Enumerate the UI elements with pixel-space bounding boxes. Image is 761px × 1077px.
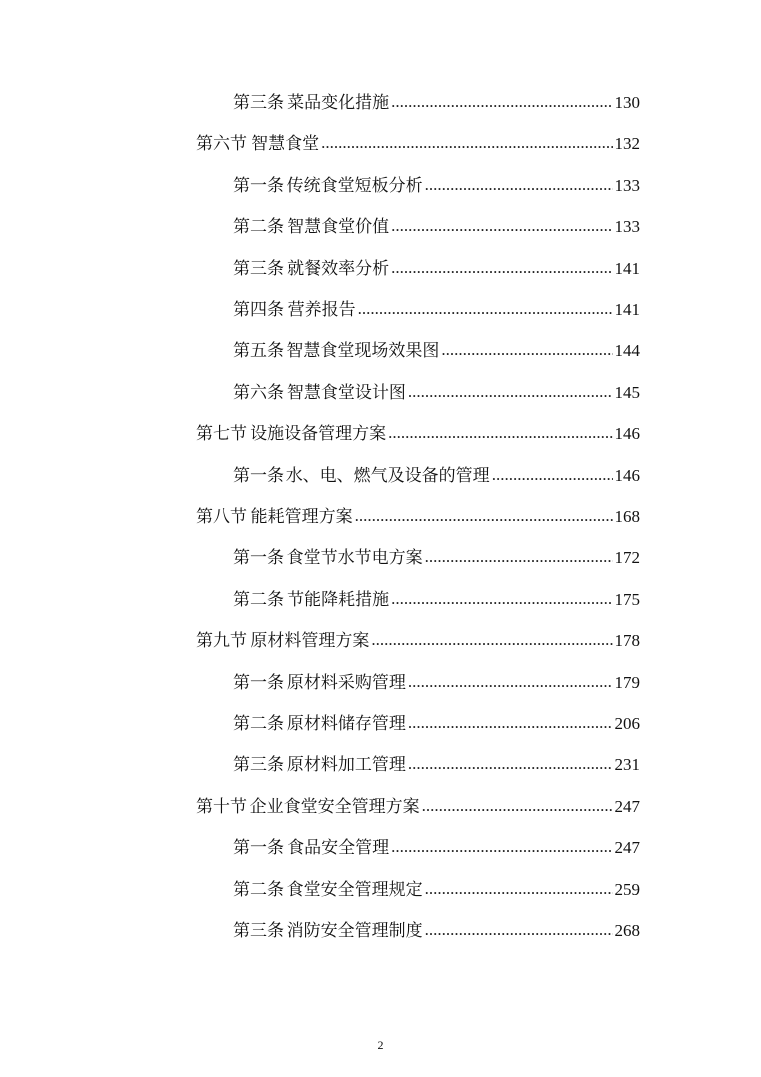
toc-dot-leader xyxy=(388,420,612,446)
toc-entry-page-number: 133 xyxy=(614,217,640,237)
toc-entry-label: 第二条 xyxy=(233,714,284,734)
toc-entry-label: 第一条 xyxy=(233,672,284,693)
toc-entry[interactable] xyxy=(233,380,640,406)
toc-dot-leader xyxy=(391,834,612,860)
toc-entry-page-number: 247 xyxy=(614,796,640,816)
toc-entry-label: 第五条 xyxy=(233,341,284,362)
toc-entry[interactable] xyxy=(196,504,640,530)
toc-entry-title: 智慧食堂 xyxy=(251,134,320,155)
toc-entry-page-number: 175 xyxy=(614,589,640,609)
toc-dot-leader xyxy=(391,586,612,612)
toc-entry[interactable] xyxy=(233,587,640,613)
toc-entry-page-number: 144 xyxy=(614,341,640,361)
toc-entry-page-number: 178 xyxy=(614,631,640,651)
toc-dot-leader xyxy=(408,669,613,695)
toc-entry-label: 第三条 xyxy=(233,258,284,279)
toc-entry-page-number: 146 xyxy=(614,424,640,444)
toc-entry-label: 第一条 xyxy=(233,465,284,486)
toc-entry-title: 原材料管理方案 xyxy=(250,631,370,652)
toc-dot-leader xyxy=(355,503,613,529)
toc-dot-leader xyxy=(391,89,612,115)
toc-entry-title: 传统食堂短板分析 xyxy=(286,175,423,196)
toc-entry-page-number: 172 xyxy=(614,548,640,568)
toc-entry[interactable] xyxy=(233,463,640,489)
toc-entry[interactable] xyxy=(233,835,640,861)
toc-entry-title: 节能降耗措施 xyxy=(287,589,390,610)
toc-entry-page-number: 206 xyxy=(614,714,640,733)
toc-dot-leader xyxy=(425,544,613,570)
toc-entry-title: 营养报告 xyxy=(287,300,356,320)
toc-entry[interactable] xyxy=(233,545,640,571)
toc-entry-page-number: 132 xyxy=(614,134,640,154)
toc-entry-page-number: 247 xyxy=(614,838,640,858)
toc-dot-leader xyxy=(408,710,613,736)
toc-entry-title: 菜品变化措施 xyxy=(287,93,390,113)
toc-entry-title: 食品安全管理 xyxy=(287,838,390,859)
toc-entry-title: 就餐效率分析 xyxy=(287,258,390,279)
toc-dot-leader xyxy=(358,296,613,322)
toc-entry-page-number: 179 xyxy=(614,672,640,692)
toc-entry-page-number: 141 xyxy=(614,300,640,319)
toc-dot-leader xyxy=(321,130,612,156)
toc-dot-leader xyxy=(408,379,613,405)
toc-entry-label: 第四条 xyxy=(233,300,284,320)
toc-entry-page-number: 145 xyxy=(614,382,640,402)
toc-entry-page-number: 268 xyxy=(614,921,640,940)
toc-entry[interactable] xyxy=(196,421,640,447)
toc-entry-label: 第二条 xyxy=(233,589,284,610)
toc-entry-title: 设施设备管理方案 xyxy=(250,424,387,445)
toc-entry-label: 第三条 xyxy=(233,921,284,941)
toc-entry-label: 第九节 xyxy=(196,631,247,652)
toc-entry-title: 原材料储存管理 xyxy=(286,714,406,734)
toc-entry[interactable] xyxy=(233,711,640,737)
toc-entry-page-number: 231 xyxy=(614,755,640,775)
toc-entry-label: 第十节 xyxy=(196,796,247,817)
toc-entry[interactable] xyxy=(233,173,640,199)
toc-entry-label: 第一条 xyxy=(233,838,284,859)
toc-entry[interactable] xyxy=(233,752,640,778)
toc-entry[interactable] xyxy=(233,90,640,116)
toc-dot-leader xyxy=(391,213,612,239)
toc-dot-leader xyxy=(371,627,612,653)
toc-entry[interactable] xyxy=(233,256,640,282)
toc-entry-page-number: 259 xyxy=(614,879,640,899)
toc-entry-title: 消防安全管理制度 xyxy=(286,921,423,941)
toc-entry[interactable] xyxy=(233,918,640,944)
toc-dot-leader xyxy=(425,172,613,198)
toc-entry-label: 第一条 xyxy=(233,175,284,196)
toc-entry-label: 第三条 xyxy=(233,755,284,776)
toc-entry-title: 智慧食堂现场效果图 xyxy=(286,341,440,362)
toc-dot-leader xyxy=(408,751,613,777)
toc-entry[interactable] xyxy=(196,628,640,654)
toc-dot-leader xyxy=(425,876,613,902)
toc-entry-label: 第二条 xyxy=(233,879,284,900)
toc-entry-page-number: 168 xyxy=(614,507,640,526)
toc-dot-leader xyxy=(391,255,612,281)
page-number: 2 xyxy=(377,1038,384,1052)
toc-entry-label: 第八节 xyxy=(196,507,247,527)
toc-entry-page-number: 141 xyxy=(614,258,640,278)
toc-entry-label: 第六条 xyxy=(233,382,284,403)
toc-dot-leader xyxy=(425,917,613,943)
toc-entry-title: 原材料加工管理 xyxy=(286,755,406,776)
toc-entry-label: 第二条 xyxy=(233,217,284,238)
toc-entry-page-number: 133 xyxy=(614,175,640,195)
toc-entry[interactable] xyxy=(233,214,640,240)
toc-entry-title: 智慧食堂设计图 xyxy=(286,382,406,403)
toc-entry-title: 食堂安全管理规定 xyxy=(286,879,423,900)
toc-entry[interactable] xyxy=(196,131,640,157)
toc-entry-title: 企业食堂安全管理方案 xyxy=(249,796,420,817)
toc-entry-title: 能耗管理方案 xyxy=(250,507,353,527)
toc-entry-title: 水、电、燃气及设备的管理 xyxy=(285,465,490,486)
toc-dot-leader xyxy=(492,462,613,488)
toc-entry-title: 食堂节水节电方案 xyxy=(286,548,423,569)
toc-entry-page-number: 130 xyxy=(614,93,640,112)
toc-entry[interactable] xyxy=(233,338,640,364)
toc-entry-title: 智慧食堂价值 xyxy=(287,217,390,238)
toc-dot-leader xyxy=(422,793,613,819)
toc-entry-label: 第一条 xyxy=(233,548,284,569)
toc-entry-page-number: 146 xyxy=(614,465,640,485)
toc-dot-leader xyxy=(441,337,612,363)
toc-entry[interactable] xyxy=(233,297,640,323)
toc-entry-label: 第三条 xyxy=(233,93,284,113)
toc-entry-label: 第七节 xyxy=(196,424,247,445)
toc-entry[interactable] xyxy=(233,877,640,903)
toc-entry[interactable] xyxy=(196,794,640,820)
toc-entry[interactable] xyxy=(233,670,640,696)
toc-entry-label: 第六节 xyxy=(196,134,247,155)
toc-entry-title: 原材料采购管理 xyxy=(286,672,406,693)
